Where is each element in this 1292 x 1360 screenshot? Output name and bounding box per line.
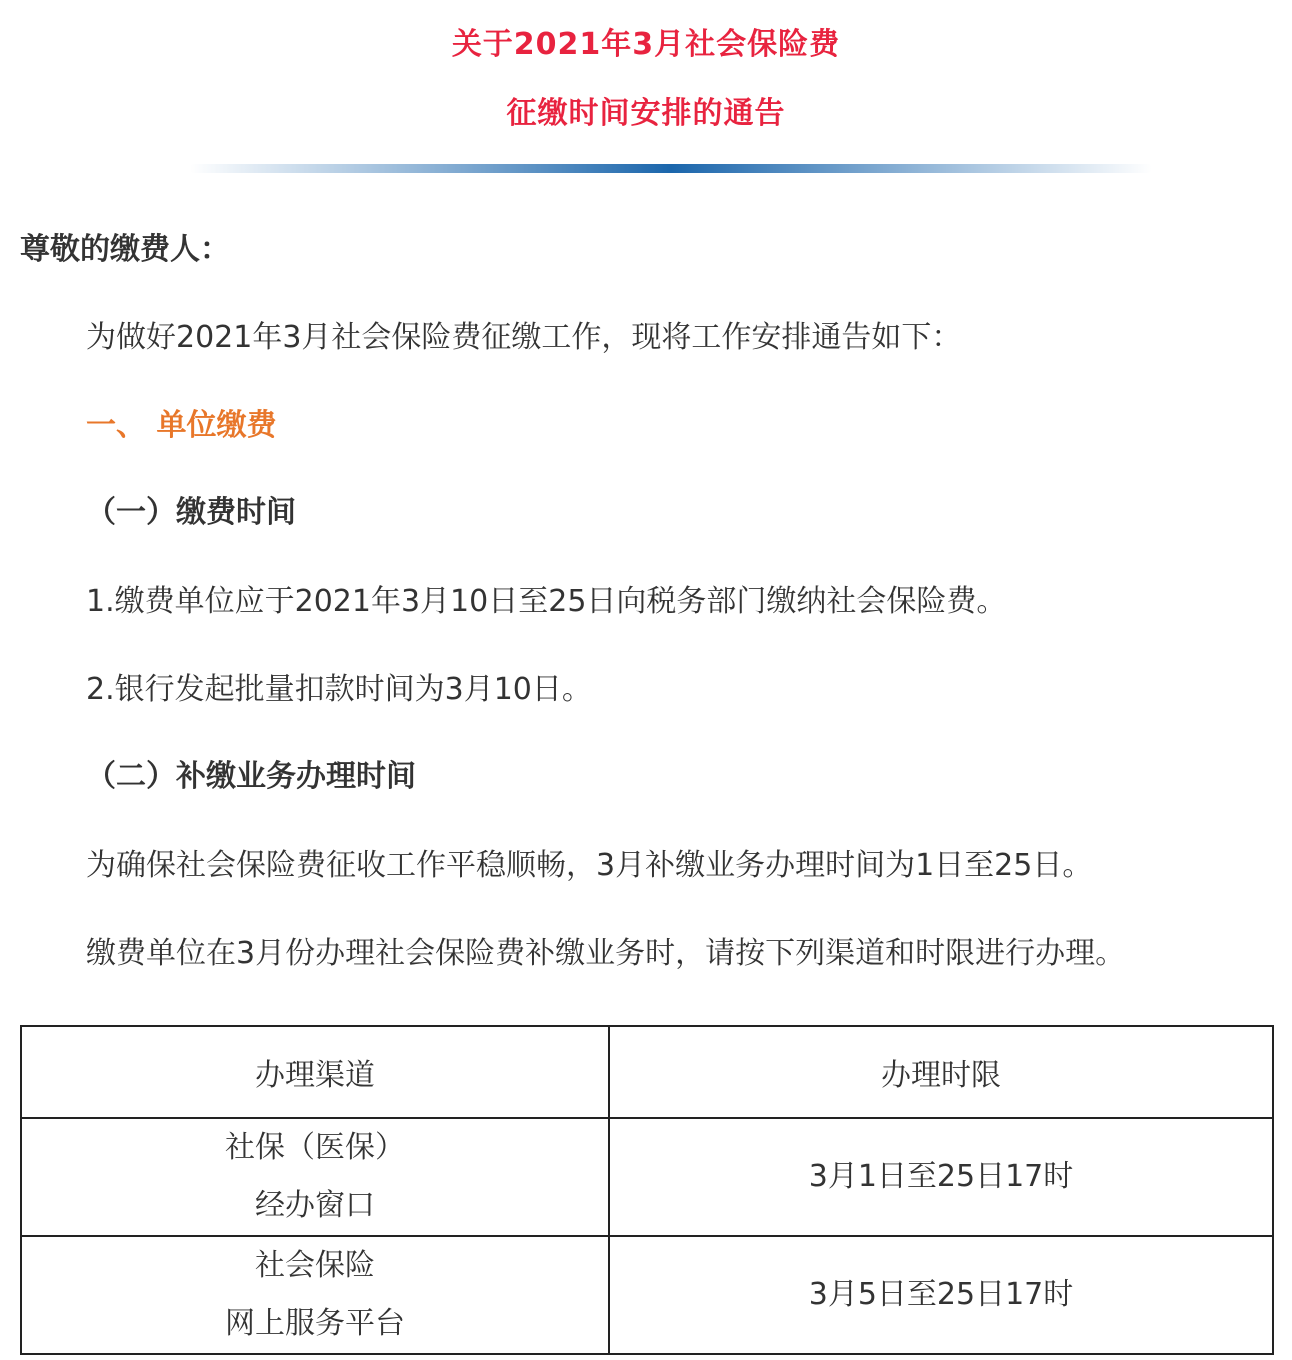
subheading-payment-time: （一）缴费时间 <box>86 495 296 530</box>
table-header-row <box>21 1026 1273 1118</box>
notice-title-line2: 征缴时间安排的通告 <box>506 96 786 131</box>
table-row <box>21 1236 1273 1354</box>
channel-cell <box>21 1236 609 1354</box>
supplementary-paragraph-2: 缴费单位在3月份办理社会保险费补缴业务时，请按下列渠道和时限进行办理。 <box>86 936 1126 971</box>
greeting: 尊敬的缴费人： <box>20 232 230 267</box>
channel-name-line1: 社保（医保） <box>225 1130 405 1165</box>
intro-paragraph: 为做好2021年3月社会保险费征缴工作，现将工作安排通告如下： <box>86 320 962 355</box>
channel-name-line2: 网上服务平台 <box>225 1306 405 1341</box>
header-deadline: 办理时限 <box>609 1026 1273 1118</box>
channel-name-line2: 经办窗口 <box>255 1188 375 1223</box>
deadline-cell: 3月5日至25日17时 <box>609 1236 1273 1354</box>
deadline-cell: 3月1日至25日17时 <box>609 1118 1273 1236</box>
section-heading-unit-payment: 一、 单位缴费 <box>86 408 277 443</box>
table-row <box>21 1118 1273 1236</box>
notice-title-line1: 关于2021年3月社会保险费 <box>451 27 841 62</box>
title-divider <box>190 164 1152 173</box>
payment-item-1: 1.缴费单位应于2021年3月10日至25日向税务部门缴纳社会保险费。 <box>86 584 1007 619</box>
payment-item-2: 2.银行发起批量扣款时间为3月10日。 <box>86 672 592 707</box>
channels-table <box>20 1025 1274 1355</box>
header-channel: 办理渠道 <box>21 1026 609 1118</box>
supplementary-paragraph-1: 为确保社会保险费征收工作平稳顺畅，3月补缴业务办理时间为1日至25日。 <box>86 848 1093 883</box>
channel-cell <box>21 1118 609 1236</box>
subheading-supplementary-time: （二）补缴业务办理时间 <box>86 759 416 794</box>
channel-name-line1: 社会保险 <box>255 1248 375 1283</box>
